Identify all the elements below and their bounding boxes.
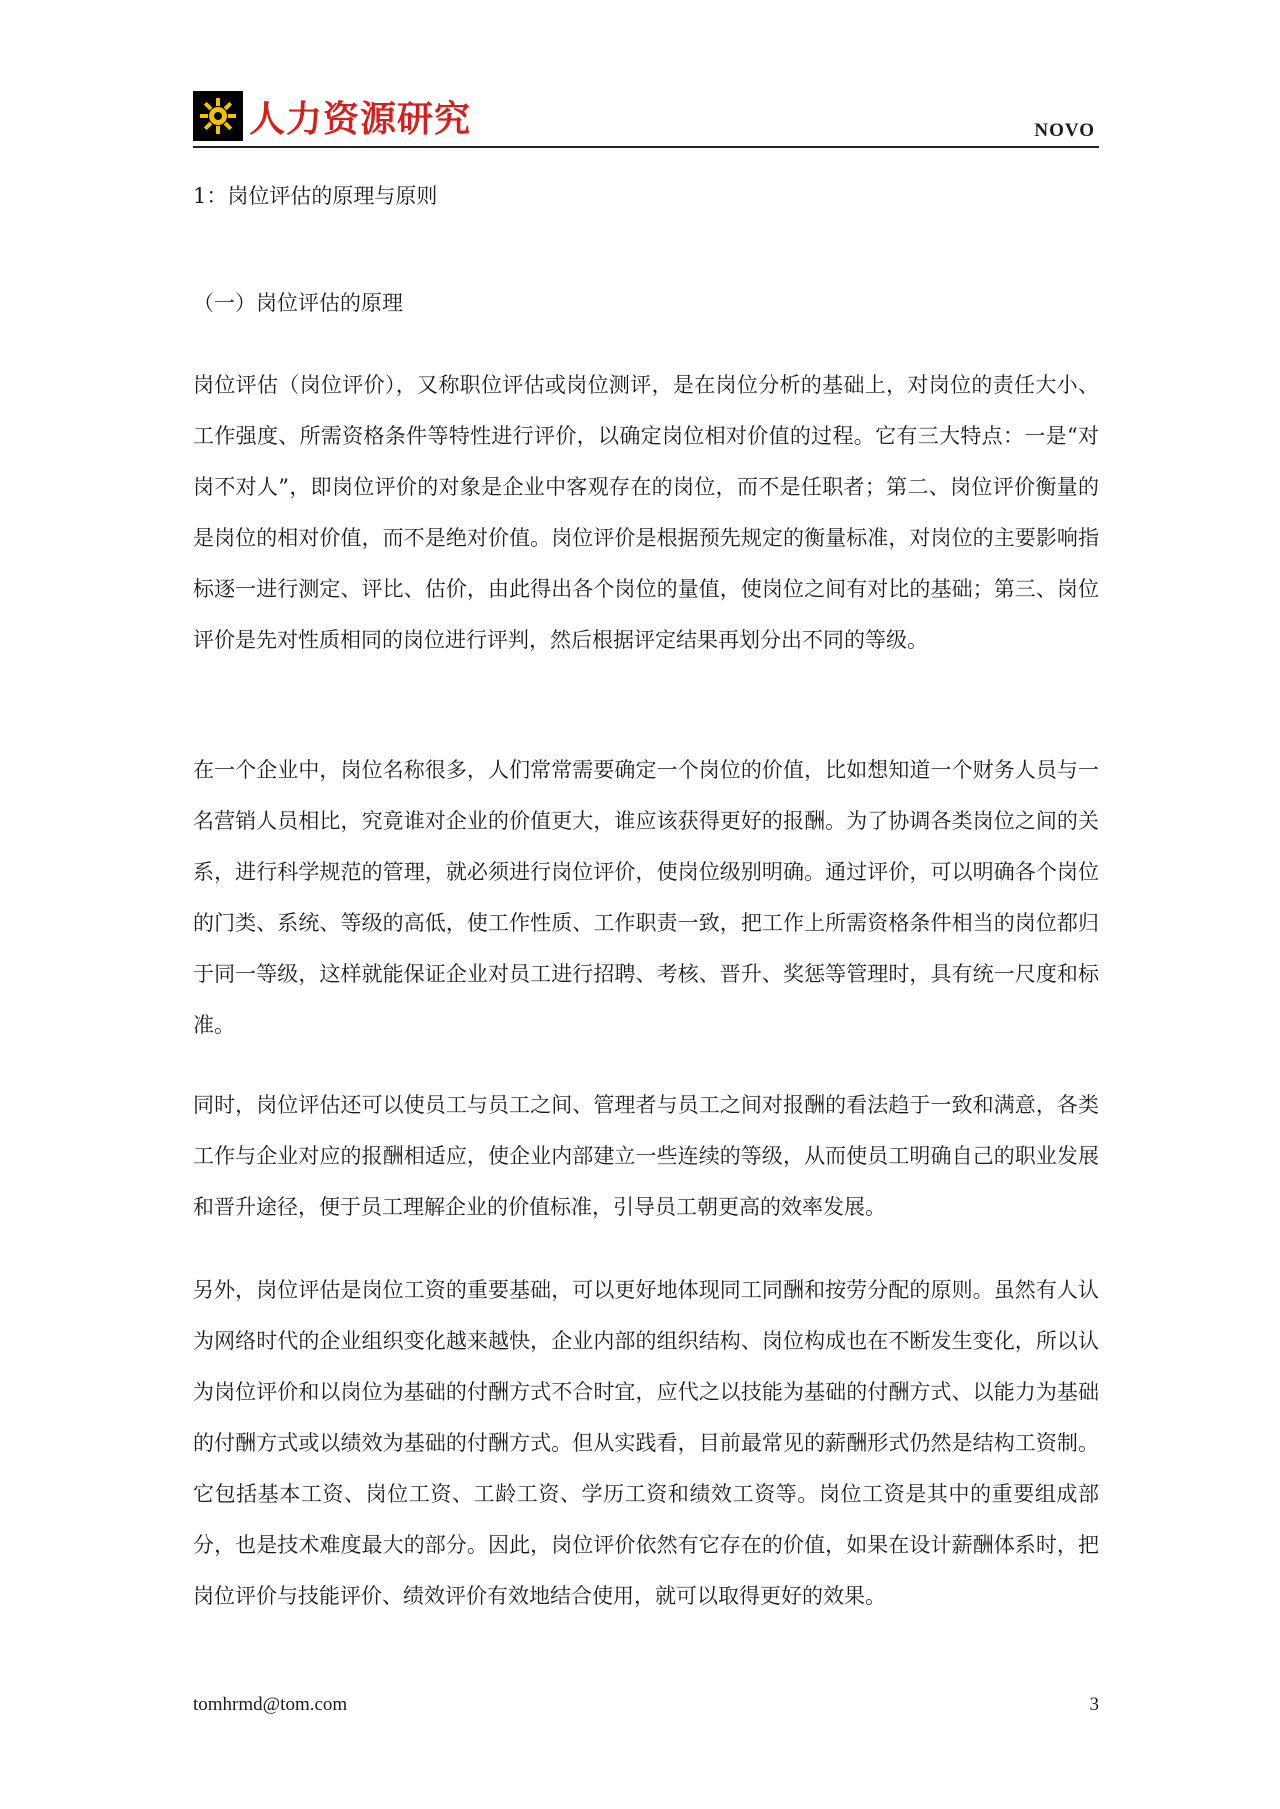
subsection-heading: （一）岗位评估的原理 xyxy=(193,291,403,315)
footer-email: tomhrmd@tom.com xyxy=(193,1694,348,1715)
brand-label: NOVO xyxy=(1034,120,1095,141)
gear-icon xyxy=(193,91,243,141)
paragraph: 岗位评估（岗位评价），又称职位评估或岗位测评，是在岗位分析的基础上，对岗位的责任大小、工作强度、所需资格条件等特性进行评价，以确定岗位相对价值的过程。它有三大特点：一是“对岗不对人”，即岗位评价的对象是企业中客观存在的岗位，而不是任职者；第二、岗位评价衡量的是岗位的相对价值，而不是绝对价值。岗位评价是根据预先规定的衡量标准，对岗位的主要影响指标逐一进行测定、评比、估价，由此得出各个岗位的量值，使岗位之间有对比的基础；第三、岗位评价是先对性质相同的岗位进行评判，然后根据评定结果再划分出不同的等级。 xyxy=(193,373,1099,652)
page-header xyxy=(193,88,1099,148)
paragraph: 同时，岗位评估还可以使员工与员工之间、管理者与员工之间对报酬的看法趋于一致和满意，各类工作与企业对应的报酬相适应，使企业内部建立一些连续的等级，从而使员工明确自己的职业发展和晋升途径，便于员工理解企业的价值标准，引导员工朝更高的效率发展。 xyxy=(193,1093,1099,1219)
logo xyxy=(193,90,471,142)
section-heading: 1：岗位评估的原理与原则 xyxy=(193,184,438,208)
paragraph: 另外，岗位评估是岗位工资的重要基础，可以更好地体现同工同酬和按劳分配的原则。虽然有人认为网络时代的企业组织变化越来越快，企业内部的组织结构、岗位构成也在不断发生变化，所以认为岗位评价和以岗位为基础的付酬方式不合时宜，应代之以技能为基础的付酬方式、以能力为基础的付酬方式或以绩效为基础的付酬方式。但从实践看，目前最常见的薪酬形式仍然是结构工资制。它包括基本工资、岗位工资、工龄工资、学历工资和绩效工资等。岗位工资是其中的重要组成部分，也是技术难度最大的部分。因此，岗位评价依然有它存在的价值，如果在设计薪酬体系时，把岗位评价与技能评价、绩效评价有效地结合使用，就可以取得更好的效果。 xyxy=(193,1278,1099,1608)
paragraph: 在一个企业中，岗位名称很多，人们常常需要确定一个岗位的价值，比如想知道一个财务人员与一名营销人员相比，究竟谁对企业的价值更大，谁应该获得更好的报酬。为了协调各类岗位之间的关系，进行科学规范的管理，就必须进行岗位评价，使岗位级别明确。通过评价，可以明确各个岗位的门类、系统、等级的高低，使工作性质、工作职责一致，把工作上所需资格条件相当的岗位都归于同一等级，这样就能保证企业对员工进行招聘、考核、晋升、奖惩等管理时，具有统一尺度和标准。 xyxy=(193,758,1099,1037)
page-number: 3 xyxy=(1089,1694,1099,1715)
logo-text: 人力资源研究 xyxy=(249,98,472,140)
